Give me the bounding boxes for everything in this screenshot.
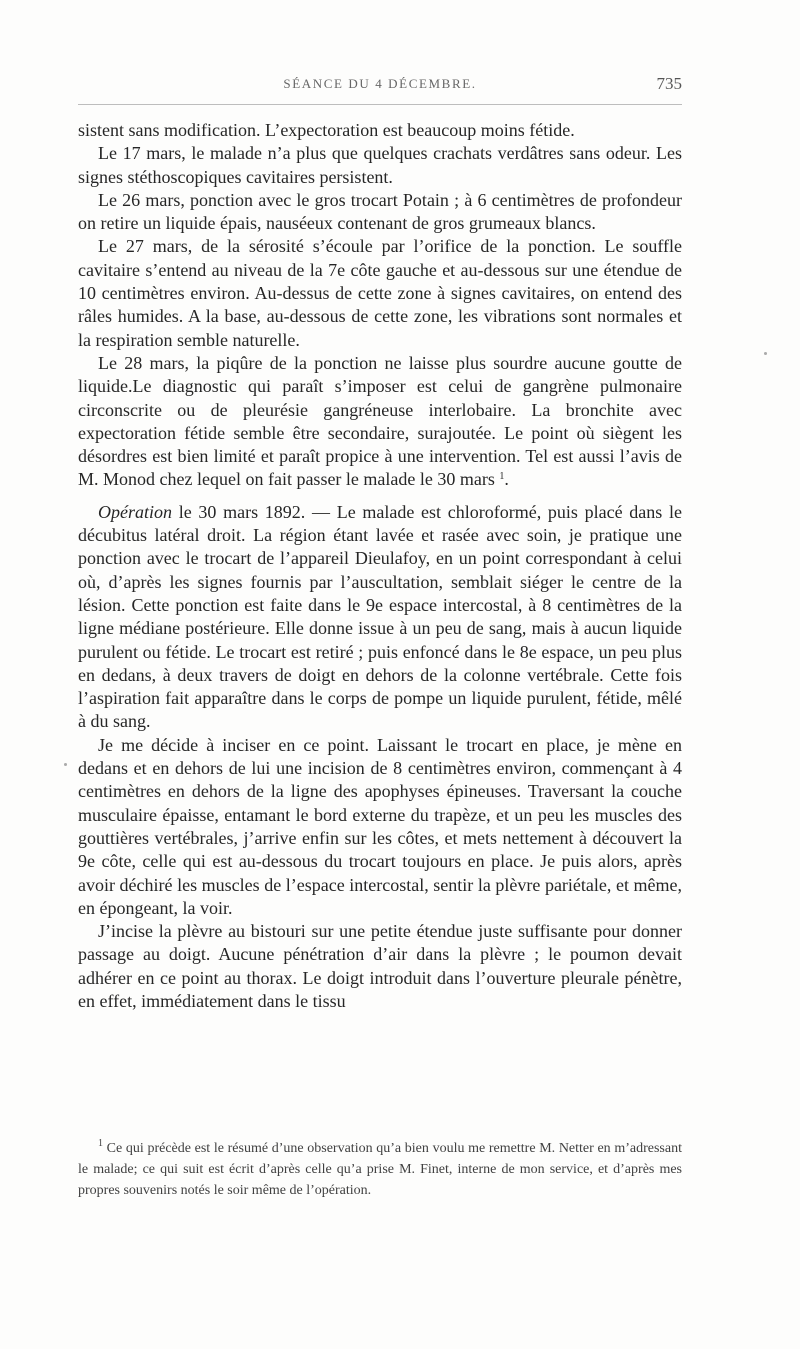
paragraph-3-text: Le 26 mars, ponction avec le gros trocart Potain ; à 6 centimètres de profondeur on retire un liquide épais, nauséeux contenant de gros grumeaux blancs. <box>78 189 682 234</box>
page-number: 735 <box>656 74 682 93</box>
paragraph-6 <box>78 501 682 734</box>
header-rule <box>78 104 682 105</box>
paragraph-8 <box>78 920 682 1013</box>
footnotes <box>78 1138 682 1201</box>
paragraph-7 <box>78 734 682 920</box>
running-head <box>78 76 682 100</box>
paragraph-4-text: Le 27 mars, de la sérosité s’écoule par l’orifice de la ponction. Le souffle cavitaire s’entend au niveau de la 7e côte gauche et au-dessous sur une étendue de 10 centimètres environ. Au-dessus de cette zone à signes cavitaires, on entend des râles humides. A la base, au-dessous de cette zone, les vibrations sont normales et la respiration semble naturelle. <box>78 236 682 350</box>
stray-ink-mark <box>64 763 67 766</box>
paragraph-3 <box>78 189 682 236</box>
paragraph-7-text: Je me décide à inciser en ce point. Laissant le trocart en place, je mène en dedans et en dehors de lui une incision de 8 centimètres environ, commençant à 4 centimètres en dehors de la ligne des apophyses épineuses. Traversant la couche musculaire épaisse, entamant le bord externe du trapèze, et un peu les muscles des gouttières vertébrales, j’arrive enfin sur les côtes, et mets nettement à découvert la 9e côte, celle qui est au-dessous du trocart toujours en place. Je puis alors, après avoir déchiré les muscles de l’espace intercostal, sentir la plèvre pariétale, et même, en épongeant, la voir. <box>78 734 682 918</box>
running-title: SÉANCE DU 4 DÉCEMBRE. <box>283 76 477 91</box>
paragraph-1-text: sistent sans modification. L’expectoration est beaucoup moins fétide. <box>78 120 575 140</box>
footnote-marker: 1 <box>98 1138 103 1149</box>
paragraph-1 <box>78 119 682 142</box>
paragraph-6-text: le 30 mars 1892. — Le malade est chloroformé, puis placé dans le décubitus latéral droit. La région étant lavée et rasée avec soin, je pratique une ponction avec le trocart de l’appareil Dieulafoy, en un point correspondant à celui où, d’après les signes fournis par l’auscultation, semblait siéger le centre de la lésion. Cette ponction est faite dans le 9e espace intercostal, à 8 centimètres de la ligne médiane postérieure. Elle donne issue à un peu de sang, mais à aucun liquide purulent ou fétide. Le trocart est retiré ; puis enfoncé dans le 8e espace, un peu plus en dedans, à deux travers de doigt en dehors de la colonne vertébrale. Cette fois l’aspiration fait apparaître dans le corps de pompe un liquide purulent, fétide, mêlé à du sang. <box>78 501 682 732</box>
footnote-text: Ce qui précède est le résumé d’une observation qu’a bien voulu me remettre M. Netter en m’adressant le malade; ce qui suit est écrit d’après celle qu’a prise M. Finet, interne de mon service, et d’après mes propres souvenirs notés le soir même de l’opération. <box>78 1141 682 1198</box>
paragraph-2-text: Le 17 mars, le malade n’a plus que quelques crachats verdâtres sans odeur. Les signes stéthoscopiques cavitaires persistent. <box>78 143 682 187</box>
paragraph-5 <box>78 352 682 492</box>
paragraph-4 <box>78 235 682 351</box>
sentence-end: . <box>504 469 509 490</box>
body-text <box>78 119 682 1013</box>
footnote-reference[interactable]: 1 <box>499 471 505 483</box>
stray-ink-mark <box>764 352 767 355</box>
paragraph-5-text: Le 28 mars, la piqûre de la ponction ne laisse plus sourdre aucune goutte de liquide.Le diagnostic qui paraît s’imposer est celui de gangrène pulmonaire circonscrite ou de pleurésie gangréneuse interlobaire. La bronchite avec expectoration fétide semble être secondaire, surajoutée. Le point où siègent les désordres est bien limité et paraît propice à une intervention. Tel est aussi l’avis de M. Monod chez lequel on fait passer le malade le 30 mars <box>78 352 682 490</box>
paragraph-8-text: J’incise la plèvre au bistouri sur une petite étendue juste suffisante pour donner passage au doigt. Aucune pénétration d’air dans la plèvre ; le poumon devait adhérer en ce point au thorax. Le doigt introduit dans l’ouverture pleurale pénètre, en effet, immédiatement dans le tissu <box>78 921 682 1011</box>
paragraph-6-emphasis: Opération <box>98 501 172 522</box>
paragraph-2 <box>78 142 682 189</box>
footnote-1 <box>78 1138 682 1201</box>
